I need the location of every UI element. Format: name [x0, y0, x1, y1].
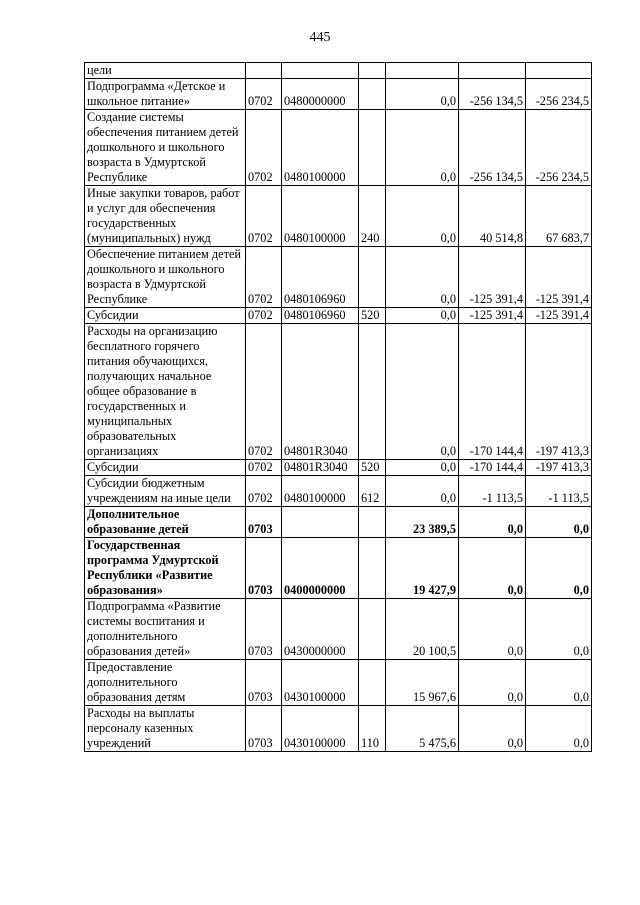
row-target-code: 04801R3040	[282, 460, 359, 476]
row-amount-3: -1 113,5	[526, 476, 592, 507]
row-amount-1: 0,0	[386, 247, 459, 308]
row-name: Обеспечение питанием детей дошкольного и школьного возраста в Удмуртской Республике	[85, 247, 246, 308]
row-amount-3: 0,0	[526, 706, 592, 752]
row-name: Субсидии	[85, 308, 246, 324]
row-amount-2: -1 113,5	[459, 476, 526, 507]
row-amount-2: -170 144,4	[459, 324, 526, 460]
row-name: Предоставление дополнительного образования детям	[85, 660, 246, 706]
row-target-code	[282, 507, 359, 538]
row-amount-1: 19 427,9	[386, 538, 459, 599]
row-name: Расходы на организацию бесплатного горячего питания обучающихся, получающих начальное общее образование в государственных и муниципальных образовательных организациях	[85, 324, 246, 460]
row-amount-1: 0,0	[386, 308, 459, 324]
row-amount-3: 67 683,7	[526, 186, 592, 247]
row-section-code: 0703	[246, 599, 282, 660]
row-name: Государственная программа Удмуртской Республики «Развитие образования»	[85, 538, 246, 599]
row-amount-3: 0,0	[526, 599, 592, 660]
row-amount-3: 0,0	[526, 538, 592, 599]
row-section-code: 0702	[246, 110, 282, 186]
row-amount-1: 0,0	[386, 460, 459, 476]
row-expense-type-code	[359, 63, 386, 79]
row-name: Субсидии бюджетным учреждениям на иные цели	[85, 476, 246, 507]
row-target-code	[282, 63, 359, 79]
row-expense-type-code	[359, 599, 386, 660]
table-row	[85, 660, 592, 706]
row-target-code: 0480100000	[282, 186, 359, 247]
row-target-code: 0480100000	[282, 476, 359, 507]
row-amount-3: 0,0	[526, 660, 592, 706]
row-target-code: 0430000000	[282, 599, 359, 660]
row-expense-type-code: 240	[359, 186, 386, 247]
row-section-code	[246, 63, 282, 79]
row-section-code: 0702	[246, 460, 282, 476]
row-target-code: 0480100000	[282, 110, 359, 186]
row-expense-type-code	[359, 538, 386, 599]
row-amount-3: -256 234,5	[526, 79, 592, 110]
row-section-code: 0702	[246, 186, 282, 247]
row-amount-3: -197 413,3	[526, 460, 592, 476]
row-expense-type-code	[359, 660, 386, 706]
row-name: Иные закупки товаров, работ и услуг для обеспечения государственных (муниципальных) нужд	[85, 186, 246, 247]
row-expense-type-code	[359, 507, 386, 538]
row-target-code: 0480106960	[282, 308, 359, 324]
table-row	[85, 247, 592, 308]
table-row	[85, 63, 592, 79]
row-amount-1: 15 967,6	[386, 660, 459, 706]
row-expense-type-code: 110	[359, 706, 386, 752]
table-row	[85, 110, 592, 186]
row-section-code: 0703	[246, 507, 282, 538]
row-amount-2: 0,0	[459, 706, 526, 752]
row-section-code: 0702	[246, 324, 282, 460]
row-amount-1	[386, 63, 459, 79]
row-amount-2: -125 391,4	[459, 308, 526, 324]
row-amount-3	[526, 63, 592, 79]
row-name: Создание системы обеспечения питанием детей дошкольного и школьного возраста в Удмуртской Республике	[85, 110, 246, 186]
table-row	[85, 324, 592, 460]
row-amount-1: 0,0	[386, 476, 459, 507]
table-body	[85, 63, 592, 752]
row-name: Расходы на выплаты персоналу казенных учреждений	[85, 706, 246, 752]
row-section-code: 0703	[246, 538, 282, 599]
row-amount-2: -125 391,4	[459, 247, 526, 308]
row-expense-type-code	[359, 247, 386, 308]
row-amount-2: -170 144,4	[459, 460, 526, 476]
row-amount-3: -197 413,3	[526, 324, 592, 460]
row-amount-2	[459, 63, 526, 79]
page-number: 445	[309, 30, 331, 45]
row-section-code: 0702	[246, 247, 282, 308]
row-expense-type-code	[359, 110, 386, 186]
row-expense-type-code: 520	[359, 460, 386, 476]
row-amount-1: 0,0	[386, 110, 459, 186]
row-section-code: 0702	[246, 79, 282, 110]
row-expense-type-code: 612	[359, 476, 386, 507]
row-expense-type-code	[359, 79, 386, 110]
row-amount-1: 5 475,6	[386, 706, 459, 752]
table-row	[85, 79, 592, 110]
row-name: Дополнительное образование детей	[85, 507, 246, 538]
row-name: цели	[85, 63, 246, 79]
row-amount-2: 0,0	[459, 538, 526, 599]
row-expense-type-code	[359, 324, 386, 460]
row-target-code: 04801R3040	[282, 324, 359, 460]
row-amount-2: -256 134,5	[459, 110, 526, 186]
table-row	[85, 706, 592, 752]
table-row	[85, 599, 592, 660]
row-name: Подпрограмма «Детское и школьное питание»	[85, 79, 246, 110]
row-amount-2: 0,0	[459, 599, 526, 660]
row-amount-3: 0,0	[526, 507, 592, 538]
row-section-code: 0702	[246, 476, 282, 507]
row-amount-2: 0,0	[459, 660, 526, 706]
row-section-code: 0702	[246, 308, 282, 324]
row-amount-2: 40 514,8	[459, 186, 526, 247]
budget-table	[84, 62, 592, 752]
row-section-code: 0703	[246, 660, 282, 706]
row-target-code: 0430100000	[282, 660, 359, 706]
row-amount-2: 0,0	[459, 507, 526, 538]
row-section-code: 0703	[246, 706, 282, 752]
table-row	[85, 186, 592, 247]
table-row	[85, 308, 592, 324]
row-amount-1: 20 100,5	[386, 599, 459, 660]
row-amount-1: 0,0	[386, 324, 459, 460]
row-amount-3: -125 391,4	[526, 247, 592, 308]
row-target-code: 0480106960	[282, 247, 359, 308]
table-row	[85, 476, 592, 507]
row-name: Подпрограмма «Развитие системы воспитания и дополнительного образования детей»	[85, 599, 246, 660]
row-expense-type-code: 520	[359, 308, 386, 324]
row-name: Субсидии	[85, 460, 246, 476]
row-amount-1: 0,0	[386, 186, 459, 247]
table-row	[85, 507, 592, 538]
row-target-code: 0430100000	[282, 706, 359, 752]
row-amount-2: -256 134,5	[459, 79, 526, 110]
row-amount-1: 23 389,5	[386, 507, 459, 538]
table-row	[85, 538, 592, 599]
row-amount-3: -256 234,5	[526, 110, 592, 186]
row-target-code: 0480000000	[282, 79, 359, 110]
table-row	[85, 460, 592, 476]
row-target-code: 0400000000	[282, 538, 359, 599]
row-amount-1: 0,0	[386, 79, 459, 110]
row-amount-3: -125 391,4	[526, 308, 592, 324]
